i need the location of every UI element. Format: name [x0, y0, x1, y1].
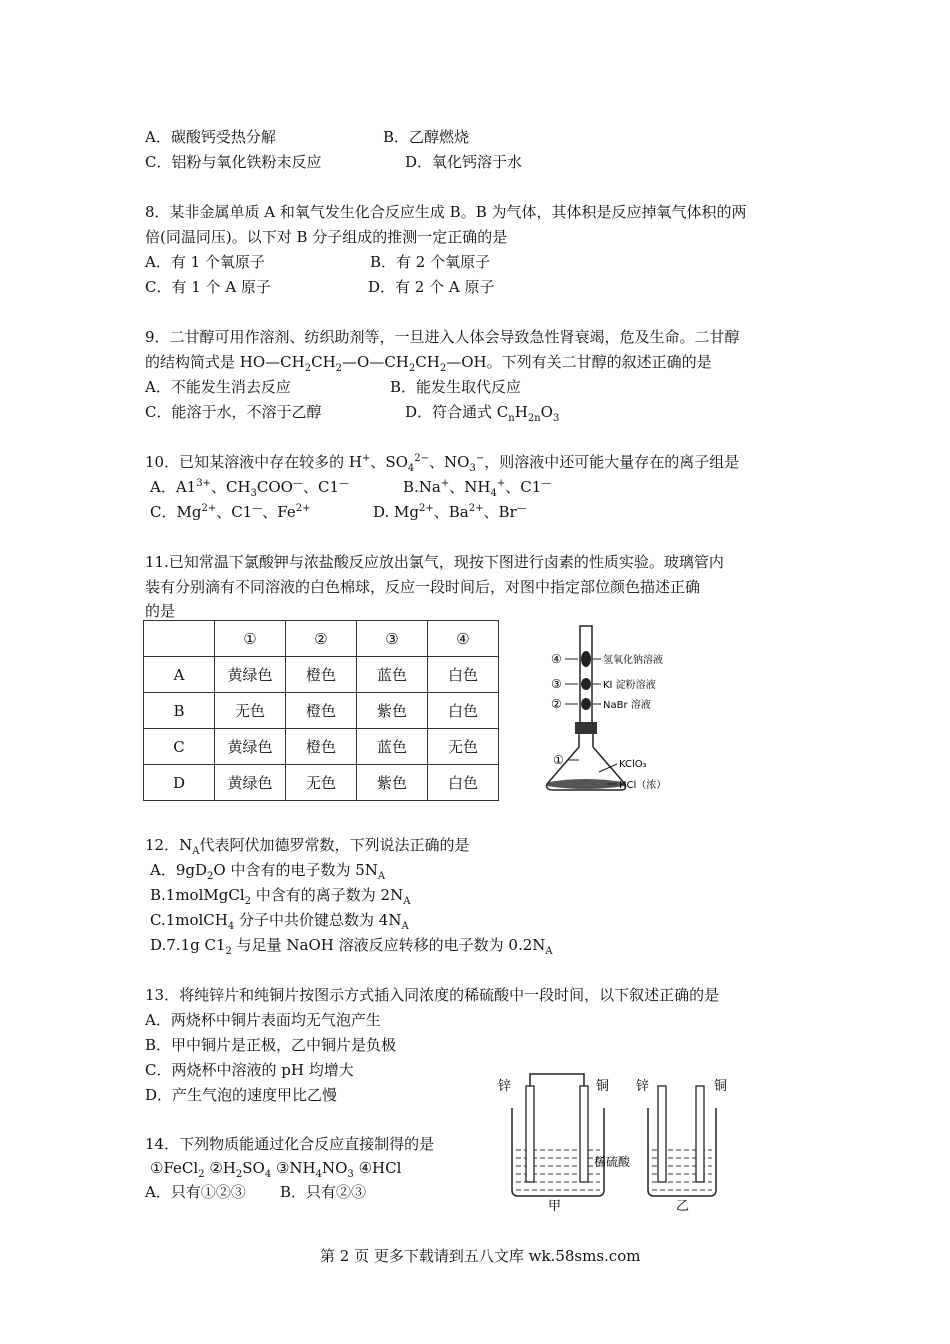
zinc-strip-yi	[658, 1086, 666, 1182]
q8-option-c: C．有 1 个 A 原子	[145, 278, 271, 296]
q9-option-c: C．能溶于水，不溶于乙醇	[145, 403, 322, 421]
halogen-apparatus-figure	[535, 622, 725, 797]
label-yi: 乙	[676, 1199, 690, 1213]
marker-1: ①	[553, 753, 564, 767]
q13-option-a: A．两烧杯中铜片表面均无气泡产生	[145, 1011, 381, 1029]
q7-option-b: B．乙醇燃烧	[383, 128, 470, 146]
q11-table	[143, 620, 499, 801]
q10-option-a: A．$A1^{3+}$、$CH_3COO^—$、C1—	[150, 478, 350, 499]
q10-option-d: D. $Mg^{2+}$、$Ba^{2+}$、Br—	[373, 503, 527, 521]
q11-stem-line1: 11.已知常温下氯酸钾与浓盐酸反应放出氯气，现按下图进行卤素的性质实验。玻璃管内	[145, 553, 724, 571]
copper-strip-yi	[696, 1086, 704, 1182]
table-cell: ④	[428, 621, 499, 657]
stopper	[575, 722, 597, 734]
cotton-ball-2	[581, 698, 591, 710]
q14-option-b: B．只有②③	[280, 1183, 367, 1201]
table-cell: 紫色	[357, 693, 428, 729]
q8-stem-line1: 8．某非金属单质 A 和氧气发生化合反应生成 B。B 为气体，其体积是反应掉氧气体积的两	[145, 203, 747, 221]
q14-stem: 14．下列物质能通过化合反应直接制得的是	[145, 1135, 435, 1153]
label-kclo3: KClO₃	[619, 759, 647, 770]
table-cell: 黄绿色	[215, 657, 286, 693]
label-ki: KI 淀粉溶液	[603, 680, 656, 691]
table-cell: ②	[286, 621, 357, 657]
label-nabr: NaBr 溶液	[603, 700, 651, 711]
table-row	[144, 729, 499, 765]
q9-option-d: D．符合通式 $C_nH_{2n}O_3$	[405, 403, 560, 424]
cotton-ball-3	[581, 678, 591, 690]
table-cell: C	[144, 729, 215, 765]
q12-option-d: D.7.1g $C1_2$ 与足量 NaOH 溶液反应转移的电子数为 $0.2N_A$	[150, 936, 553, 957]
label-jia: 甲	[548, 1199, 562, 1213]
q10-option-b: B.Na+、$NH_4^+$、C1—	[403, 478, 552, 499]
q14-items: ①FeCl$_2$ $②H_2SO_4$ $③NH_4NO_3$ ④HCl	[150, 1159, 402, 1180]
marker-4: ④	[551, 652, 562, 666]
connecting-wire	[530, 1074, 584, 1086]
table-cell: 白色	[428, 657, 499, 693]
table-cell: 白色	[428, 693, 499, 729]
q11-stem-line3: 的是	[145, 602, 176, 620]
table-cell: 紫色	[357, 765, 428, 801]
q13-stem: 13．将纯锌片和纯铜片按图示方式插入同浓度的稀硫酸中一段时间，以下叙述正确的是	[145, 986, 720, 1004]
q9-option-a: A．不能发生消去反应	[145, 378, 291, 396]
q13-option-b: B．甲中铜片是正极，乙中铜片是负极	[145, 1036, 397, 1054]
table-cell: 蓝色	[357, 729, 428, 765]
q12-stem: 12．$N_A$代表阿伏加德罗常数，下列说法正确的是	[145, 836, 470, 857]
table-row	[144, 693, 499, 729]
q8-option-b: B．有 2 个氧原子	[370, 253, 491, 271]
table-cell: 无色	[428, 729, 499, 765]
table-cell	[144, 621, 215, 657]
table-row	[144, 657, 499, 693]
label-zinc-yi: 锌	[636, 1079, 650, 1094]
q7-option-a: A．碳酸钙受热分解	[145, 128, 276, 146]
table-cell: 黄绿色	[215, 765, 286, 801]
q9-stem-line2: 的结构简式是 $HO—CH_2CH_2—O—CH_2CH_2—OH$。下列有关二甘醇的叙述正确的是	[145, 353, 712, 374]
table-cell: ①	[215, 621, 286, 657]
label-copper-yi: 铜	[714, 1079, 728, 1094]
table-header-row	[144, 621, 499, 657]
label-copper-jia: 铜	[596, 1079, 610, 1094]
label-zinc-jia: 锌	[498, 1079, 512, 1094]
q10-option-c: C．$Mg^{2+}$、C1—、$Fe^{2+}$	[150, 503, 311, 521]
table-row	[144, 765, 499, 801]
table-cell: 无色	[286, 765, 357, 801]
q9-option-b: B．能发生取代反应	[390, 378, 522, 396]
marker-3: ③	[551, 677, 562, 691]
table-cell: 橙色	[286, 693, 357, 729]
q13-option-c: C．两烧杯中溶液的 pH 均增大	[145, 1061, 354, 1079]
q11-stem-line2: 装有分别滴有不同溶液的白色棉球，反应一段时间后，对图中指定部位颜色描述正确	[145, 578, 701, 596]
label-dilute-sulfuric-acid: 稀硫酸	[594, 1155, 631, 1169]
q7-option-d: D．氧化钙溶于水	[405, 153, 523, 171]
zinc-strip-jia	[526, 1086, 534, 1182]
q9-stem-line1: 9．二甘醇可用作溶剂、纺织助剂等，一旦进入人体会导致急性肾衰竭，危及生命。二甘醇	[145, 328, 740, 346]
table-cell: 黄绿色	[215, 729, 286, 765]
table-cell: 无色	[215, 693, 286, 729]
table-cell: 橙色	[286, 729, 357, 765]
zinc-copper-beakers-figure	[490, 1068, 740, 1213]
label-hcl: HCl（浓）	[619, 780, 667, 791]
q13-option-d: D．产生气泡的速度甲比乙慢	[145, 1086, 338, 1104]
q12-option-c: C.1molCH$_4$ 分子中共价键总数为 $4N_A$	[150, 911, 409, 932]
q8-stem-line2: 倍(同温同压)。以下对 B 分子组成的推测一定正确的是	[145, 228, 508, 246]
table-cell: B	[144, 693, 215, 729]
table-cell: ③	[357, 621, 428, 657]
table-cell: 白色	[428, 765, 499, 801]
cotton-ball-4	[581, 651, 591, 667]
q12-option-b: B.1molMgCl$_2$ 中含有的离子数为 $2N_A$	[150, 886, 411, 907]
table-cell: 蓝色	[357, 657, 428, 693]
q12-option-a: A．$9gD_2O$ 中含有的电子数为 $5N_A$	[150, 861, 386, 882]
q8-option-a: A．有 1 个氧原子	[145, 253, 265, 271]
q7-option-c: C．铝粉与氧化铁粉末反应	[145, 153, 322, 171]
q14-option-a: A．只有①②③	[145, 1183, 246, 1201]
q10-stem: 10．已知某溶液中存在较多的 H+、$SO_4^{2-}$、$NO_3^-$，则溶液中还可能大量存在的离子组是	[145, 453, 740, 474]
copper-strip-jia	[580, 1086, 588, 1182]
table-cell: 橙色	[286, 657, 357, 693]
q8-option-d: D．有 2 个 A 原子	[368, 278, 495, 296]
table-cell: A	[144, 657, 215, 693]
marker-2: ②	[551, 697, 562, 711]
page-footer: 第 2 页 更多下载请到五八文库 wk.58sms.com	[320, 1247, 641, 1265]
label-naoh: 氢氧化钠溶液	[603, 655, 663, 666]
table-cell: D	[144, 765, 215, 801]
